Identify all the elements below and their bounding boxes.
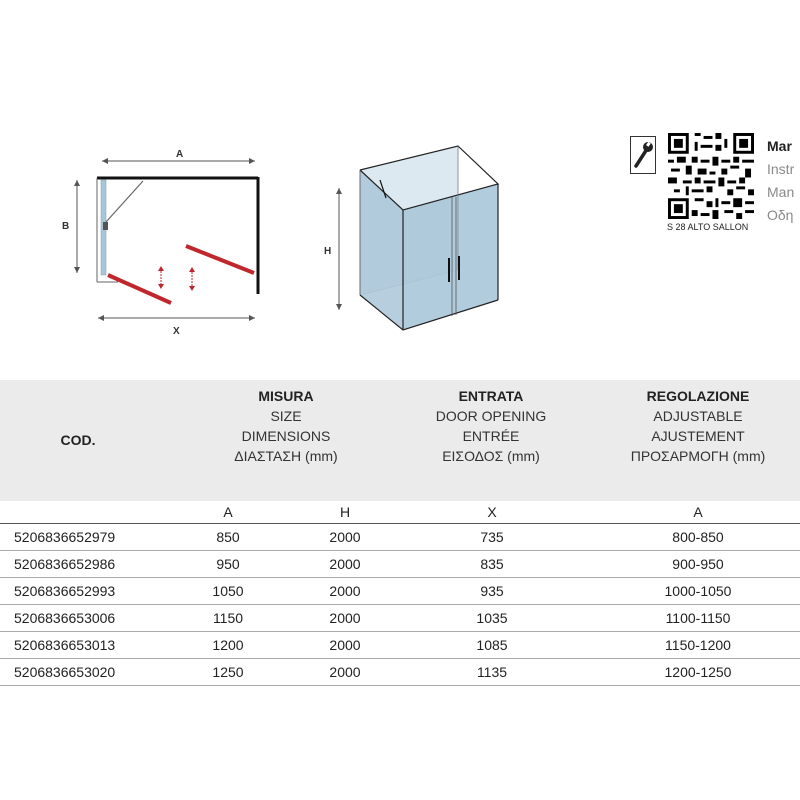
table-header <box>0 380 800 501</box>
subheader-a: A <box>223 504 233 520</box>
header-misura: MISURA SIZE DIMENSIONS ΔΙΑΣΤΑΣΗ (mm) <box>234 388 338 464</box>
manual-languages[interactable] <box>767 135 794 227</box>
subheader-adj: A <box>693 504 703 520</box>
cell-x: 935 <box>480 583 504 599</box>
cell-a: 1250 <box>212 664 244 680</box>
table-subheader <box>0 501 800 524</box>
cell-adj: 900-950 <box>672 556 724 572</box>
dimension-a-label: A <box>176 149 184 160</box>
table-row <box>0 659 800 686</box>
subheader-h: H <box>339 504 351 520</box>
cell-x: 1135 <box>476 664 508 680</box>
subheader-x: X <box>487 504 497 520</box>
table-row <box>0 578 800 605</box>
cell-adj: 800-850 <box>672 529 724 545</box>
cell-x: 735 <box>480 529 504 545</box>
dimension-b-label: B <box>62 221 70 232</box>
cell-code: 5206836652993 <box>14 583 116 599</box>
cell-code: 5206836653020 <box>14 664 116 680</box>
spec-table <box>0 380 800 686</box>
cell-adj: 1100-1150 <box>665 610 731 626</box>
cell-adj: 1200-1250 <box>664 664 732 680</box>
cell-code: 5206836653006 <box>14 610 116 626</box>
cell-h: 2000 <box>329 556 361 572</box>
dimension-x-label: X <box>173 326 180 337</box>
table-row <box>0 524 800 551</box>
cell-h: 2000 <box>329 610 361 626</box>
manual-info <box>630 133 800 243</box>
cell-a: 850 <box>216 529 240 545</box>
manual-line-el: Οδη <box>767 207 794 223</box>
manual-line-en: Instr <box>767 161 795 177</box>
cell-h: 2000 <box>329 529 361 545</box>
cell-adj: 1150-1200 <box>665 637 731 653</box>
plan-view-diagram <box>60 140 280 340</box>
cell-x: 1085 <box>476 637 508 653</box>
cell-code: 5206836652979 <box>14 529 116 545</box>
manual-line-it: Mar <box>767 138 792 154</box>
cell-h: 2000 <box>329 664 361 680</box>
cell-x: 1035 <box>476 610 508 626</box>
header-entrata: ENTRATA DOOR OPENING ENTRÉE ΕΙΣΟΔΟΣ (mm) <box>435 388 547 464</box>
dimension-h-label: H <box>324 246 332 257</box>
cell-h: 2000 <box>329 583 361 599</box>
cell-adj: 1000-1050 <box>664 583 732 599</box>
table-row <box>0 551 800 578</box>
header-cod: COD. <box>60 432 96 448</box>
wrench-icon <box>630 136 656 174</box>
qr-code-icon[interactable] <box>668 133 754 219</box>
table-row <box>0 605 800 632</box>
manual-line-fr: Man <box>767 184 795 200</box>
header-regolazione: REGOLAZIONE ADJUSTABLE AJUSTEMENT ΠΡΟΣΑΡΜΟΓΗ (mm) <box>630 388 766 464</box>
table-row <box>0 632 800 659</box>
cell-a: 1200 <box>212 637 244 653</box>
cell-a: 1150 <box>212 610 244 626</box>
cell-code: 5206836653013 <box>14 637 116 653</box>
shower-enclosure-3d-diagram <box>315 140 515 340</box>
qr-caption: S 28 ALTO SALLON <box>667 222 749 232</box>
cell-a: 950 <box>216 556 240 572</box>
cell-code: 5206836652986 <box>14 556 116 572</box>
cell-h: 2000 <box>329 637 361 653</box>
cell-a: 1050 <box>212 583 244 599</box>
cell-x: 835 <box>480 556 504 572</box>
